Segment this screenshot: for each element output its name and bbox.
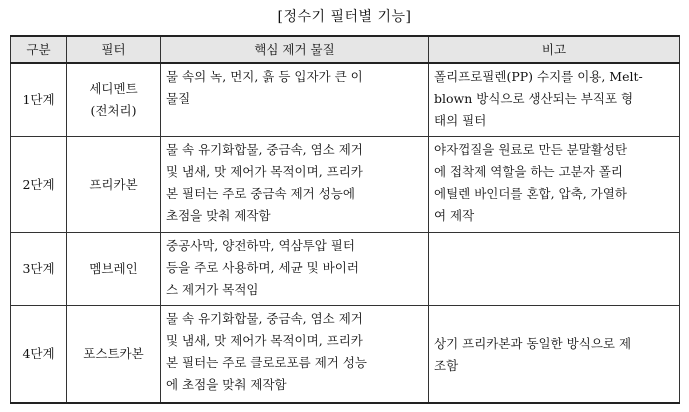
notes-cell: 폴리프로필렌(PP) 수지를 이용, Melt- blown 방식으로 생산되는 부직포 형 태의 필터 [429,63,680,137]
notes-cell: 상기 프리카본과 동일한 방식으로 제 조함 [429,306,680,404]
substances-cell: 물 속 유기화합물, 중금속, 염소 제거 및 냄새, 맛 제어가 목적이며, 프리카 본 필터는 주로 클로로포름 제거 성능 에 초점을 맞춰 제작함 [161,306,429,404]
notes-cell: 야자껍질을 원료로 만든 분말활성탄 에 접착제 역할을 하는 고분자 폴리 에틸렌 바인더를 혼합, 압축, 가열하 여 제작 [429,137,680,233]
stage-cell: 4단계 [11,306,67,404]
stage-cell: 1단계 [11,63,67,137]
header-row [11,36,680,63]
table-row [11,137,680,233]
substances-cell: 물 속의 녹, 먼지, 흙 등 입자가 큰 이 물질 [161,63,429,137]
header-notes: 비고 [429,36,680,63]
table-row [11,233,680,306]
header-substances: 핵심 제거 물질 [161,36,429,63]
table-row [11,63,680,137]
header-filter: 필터 [67,36,161,63]
stage-cell: 2단계 [11,137,67,233]
filter-cell: 세디멘트 (전처리) [67,63,161,137]
table-title: [정수기 필터별 기능] [277,9,412,25]
filter-cell: 포스트카본 [67,306,161,404]
stage-cell: 3단계 [11,233,67,306]
header-stage: 구분 [11,36,67,63]
filter-cell: 프리카본 [67,137,161,233]
substances-cell: 물 속 유기화합물, 중금속, 염소 제거 및 냄새, 맛 제어가 목적이며, 프리카 본 필터는 주로 중금속 제거 성능에 초점을 맞춰 제작함 [161,137,429,233]
substances-cell: 중공사막, 양전하막, 역삼투압 필터 등을 주로 사용하며, 세균 및 바이러 스 제거가 목적임 [161,233,429,306]
filter-function-table [10,35,680,404]
notes-cell [429,233,680,306]
filter-cell: 멤브레인 [67,233,161,306]
table-row [11,306,680,404]
